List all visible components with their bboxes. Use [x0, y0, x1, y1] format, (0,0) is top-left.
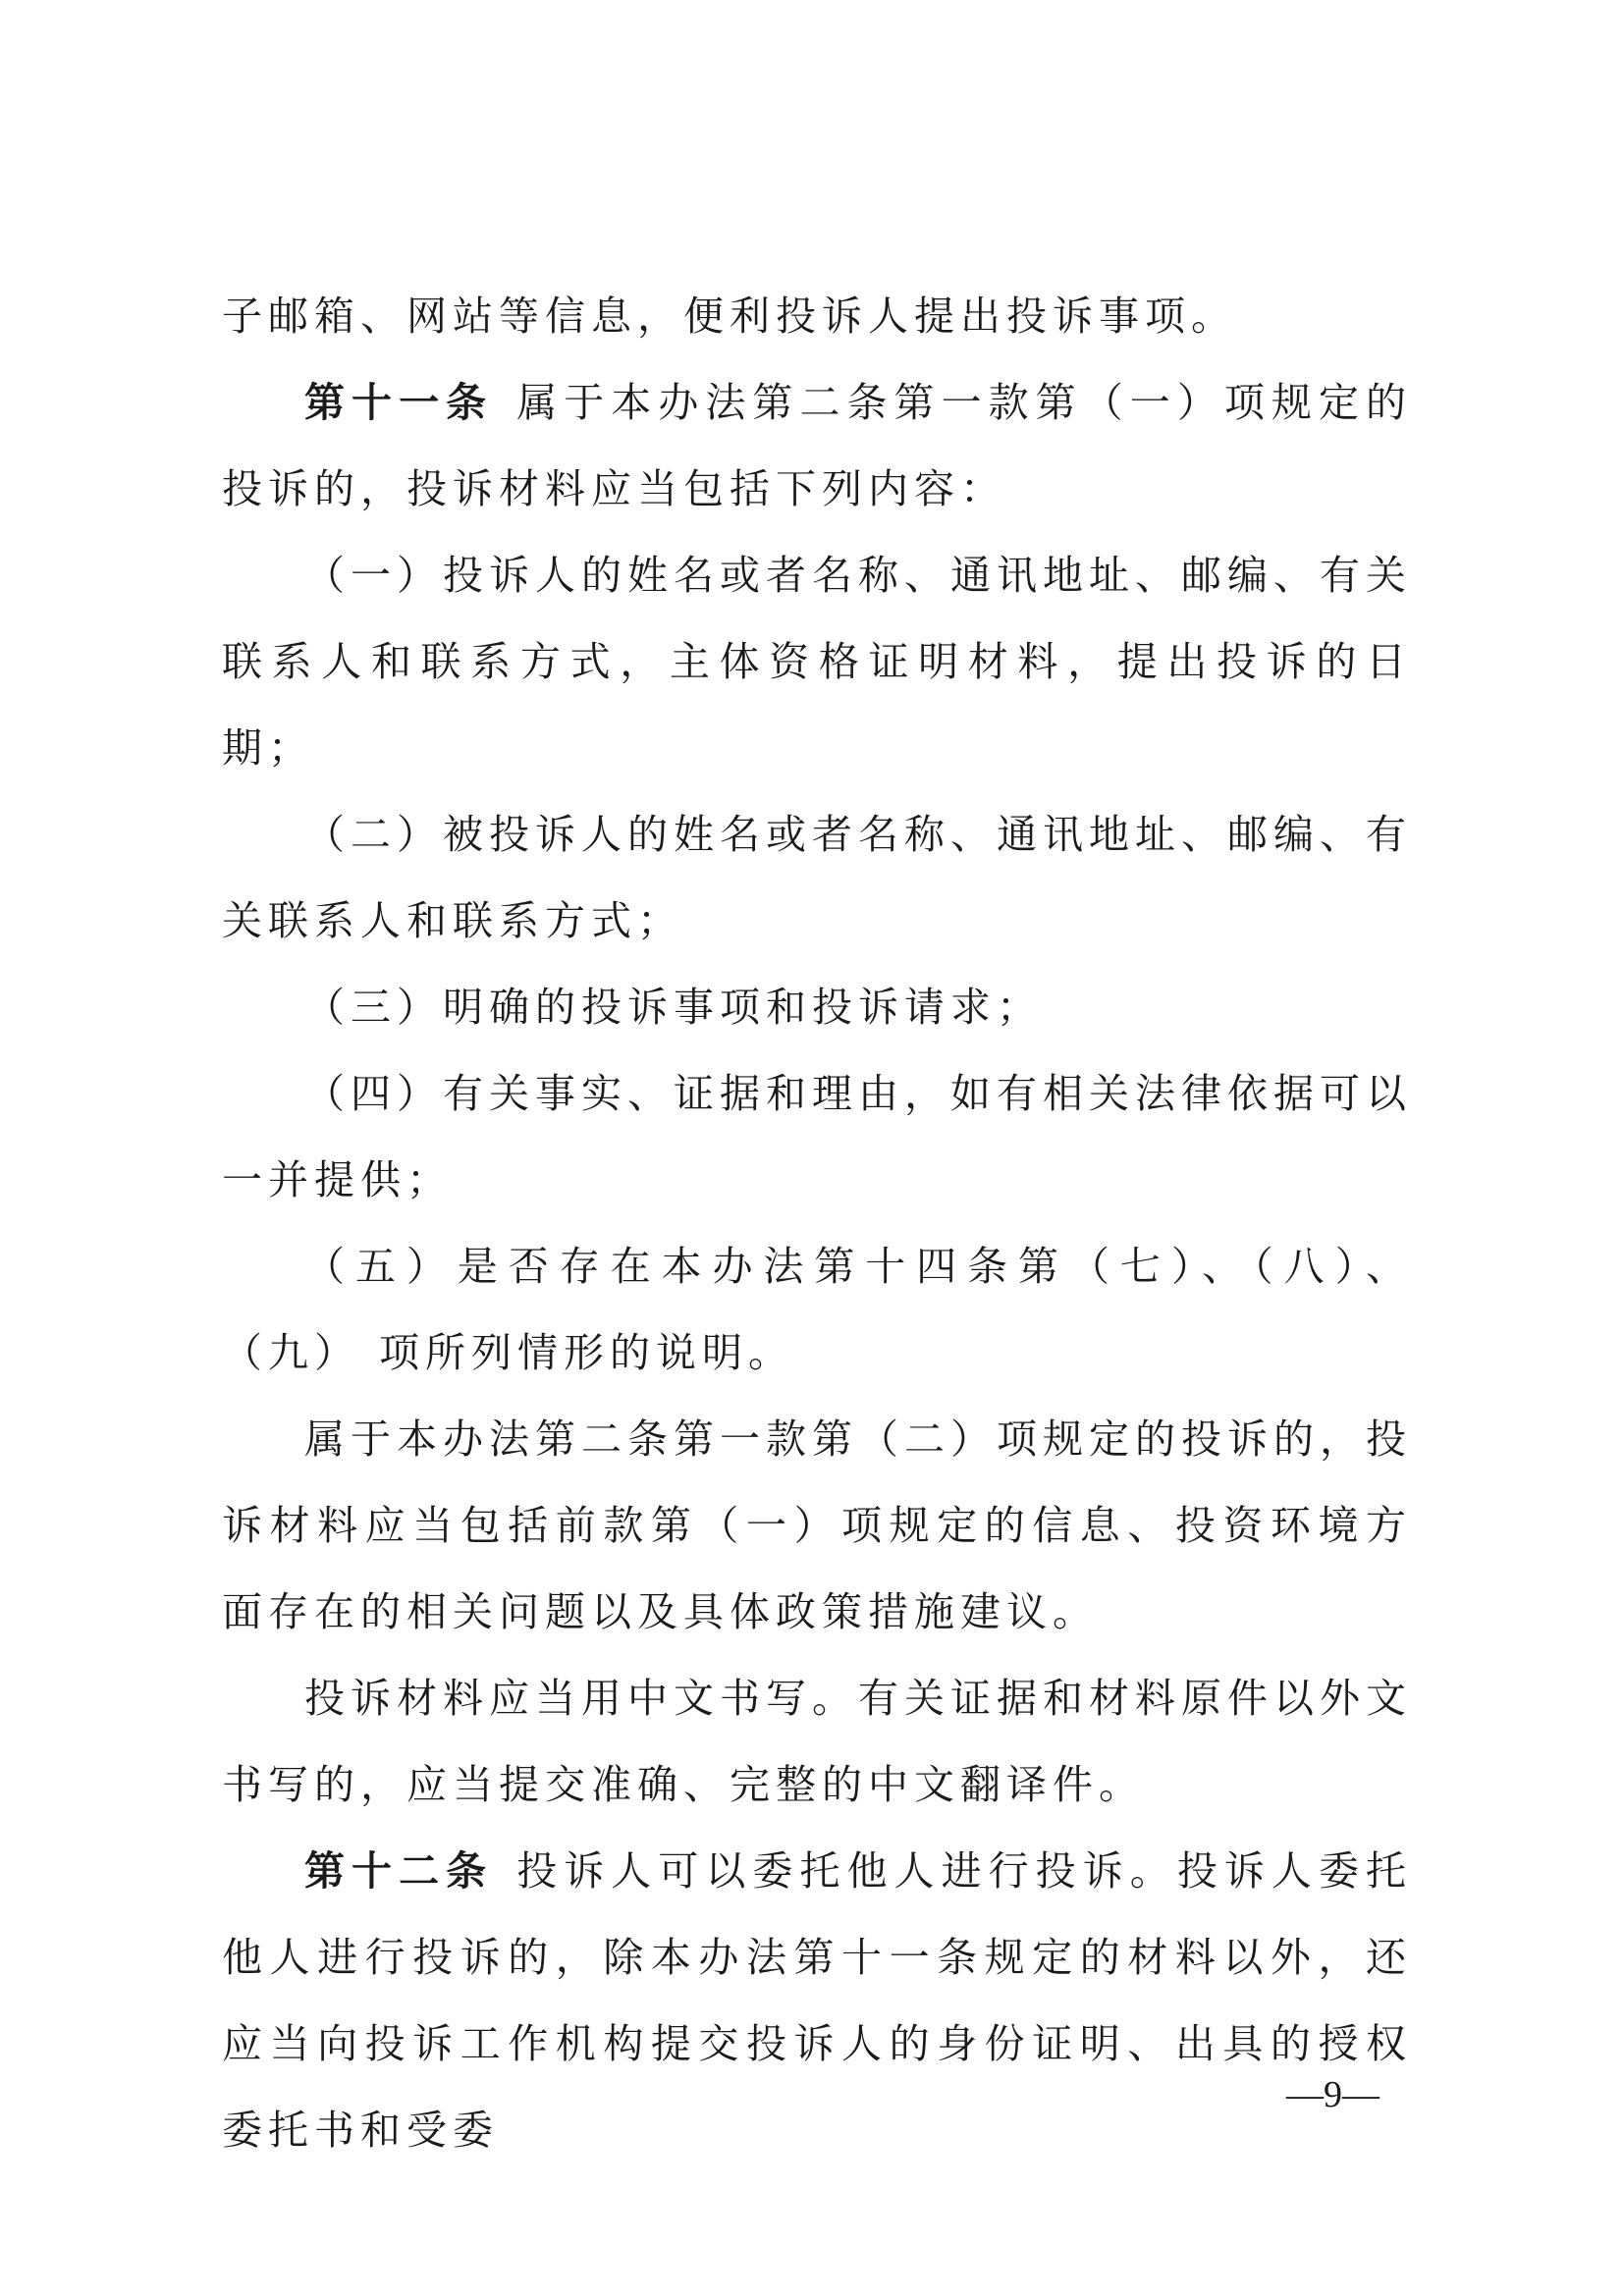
paragraph-text: 投诉人可以委托他人进行投诉。投诉人委托他人进行投诉的，除本办法第十一条规定的材料以外，还应当向投诉工作机构提交投诉人的身份证明、出具的授权委托书和受委 — [222, 1847, 1413, 2154]
article-number: 第十一条 — [304, 379, 494, 426]
paragraph-text: （二）被投诉人的姓名或者名称、通讯地址、邮编、有关联系人和联系方式； — [222, 811, 1412, 944]
paragraph-text: 投诉材料应当用中文书写。有关证据和材料原件以外文书写的，应当提交准确、完整的中文翻译件。 — [222, 1675, 1412, 1808]
paragraph-language — [222, 1655, 1412, 1828]
paragraph-text: 属于本办法第二条第一款第（一）项规定的投诉的，投诉材料应当包括下列内容： — [222, 379, 1413, 512]
item-5 — [222, 1223, 1412, 1396]
article-11 — [222, 359, 1412, 532]
paragraph-text: 子邮箱、网站等信息，便利投诉人提出投诉事项。 — [222, 293, 1237, 340]
item-3 — [222, 964, 1412, 1050]
paragraph-continued — [222, 273, 1412, 359]
item-1 — [222, 532, 1412, 791]
page-number: —9— — [1286, 2074, 1380, 2115]
paragraph-text: （三）明确的投诉事项和投诉请求； — [304, 984, 1043, 1031]
document-body — [222, 273, 1412, 2173]
paragraph-text: （一）投诉人的姓名或者名称、通讯地址、邮编、有关联系人和联系方式，主体资格证明材料，提出投诉的日期； — [222, 552, 1412, 772]
item-4 — [222, 1050, 1412, 1223]
paragraph-text: 属于本办法第二条第一款第（二）项规定的投诉的，投诉材料应当包括前款第（一）项规定的信息、投资环境方面存在的相关问题以及具体政策措施建议。 — [222, 1415, 1412, 1635]
article-12 — [222, 1828, 1412, 2173]
paragraph-text: （四）有关事实、证据和理由，如有相关法律依据可以一并提供； — [222, 1070, 1412, 1203]
item-2 — [222, 791, 1412, 964]
paragraph-text: （五）是否存在本办法第十四条第（七）、（八）、（九） 项所列情形的说明。 — [222, 1243, 1412, 1376]
article-number: 第十二条 — [304, 1847, 494, 1895]
paragraph-clause-2 — [222, 1396, 1412, 1655]
